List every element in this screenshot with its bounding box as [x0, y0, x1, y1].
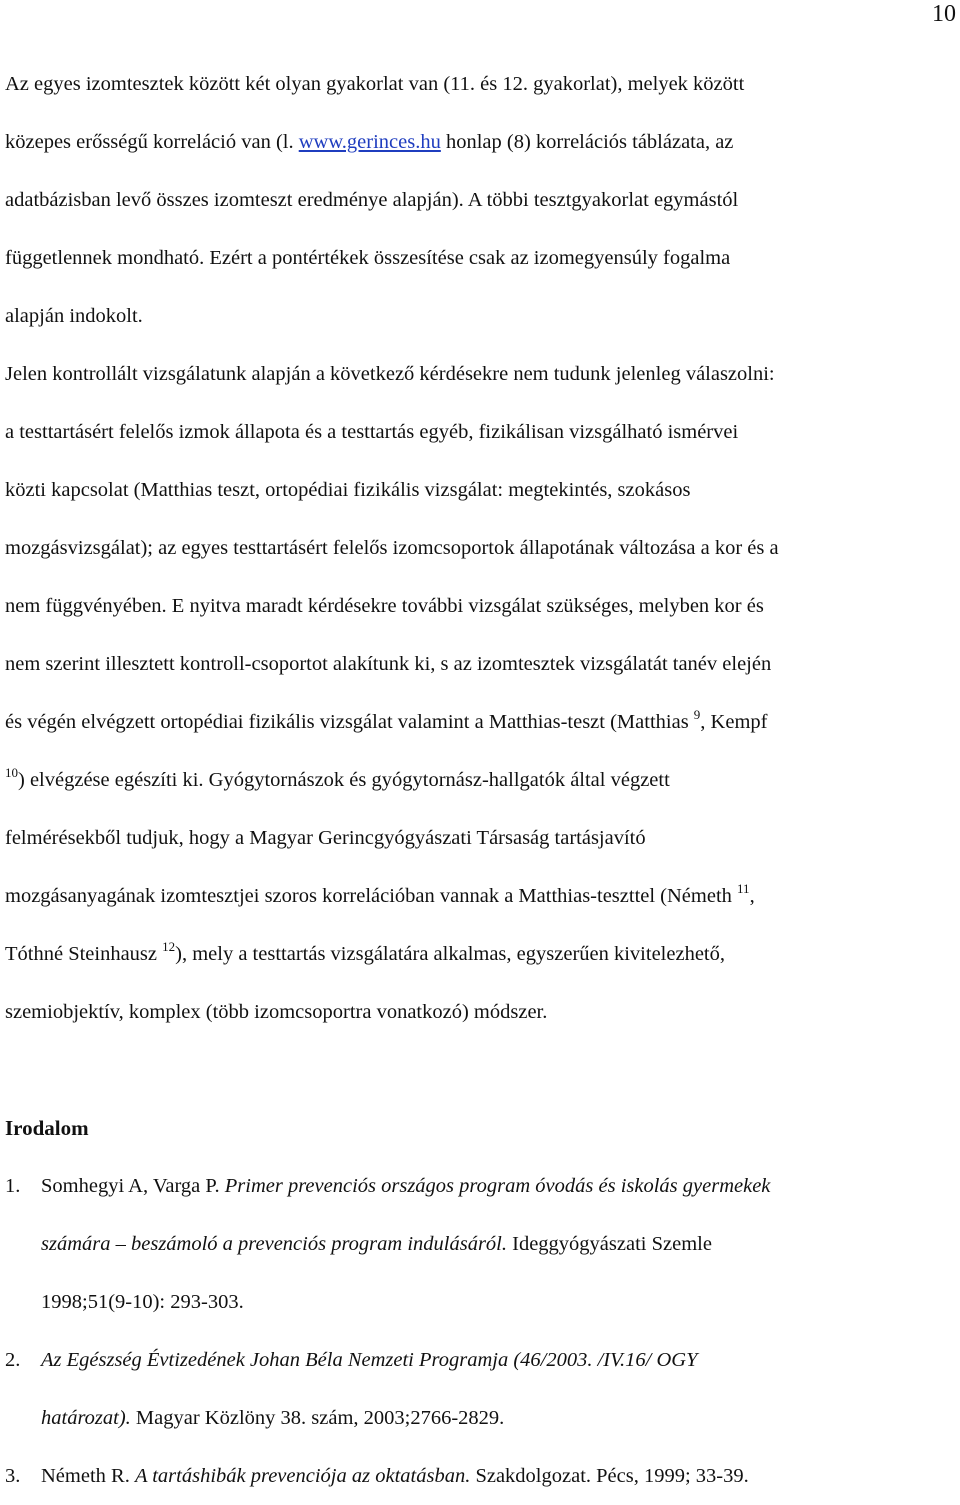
text-line: függetlennek mondható. Ezért a pontértékek összesítése csak az izomegyensúly fogalma	[5, 247, 731, 269]
text-line: mozgásvizsgálat); az egyes testtartásért felelős izomcsoportok állapotának változása a kor és a	[5, 537, 779, 559]
text-segment: ) elvégzése egészíti ki. Gyógytornászok és gyógytornász-hallgatók által végzett	[18, 769, 670, 791]
text-line	[41, 1389, 957, 1447]
text-segment: , Kempf	[700, 711, 768, 733]
paragraph-open-questions	[5, 345, 957, 1041]
document-body	[5, 55, 957, 1505]
reference-item-2	[5, 1331, 957, 1447]
paragraph-correlation	[5, 55, 957, 345]
text-line	[41, 1331, 957, 1389]
text-line	[41, 1215, 957, 1273]
reference-item-1	[5, 1157, 957, 1331]
citation-superscript: 9	[693, 707, 701, 722]
text-line	[5, 113, 957, 171]
text-segment: honlap (8) korrelációs táblázata, az	[440, 131, 734, 153]
reference-title: számára – beszámoló a prevenciós program indulásáról.	[41, 1233, 507, 1255]
reference-title: határozat).	[41, 1407, 131, 1429]
citation-superscript: 10	[5, 765, 18, 780]
text-segment: ,	[749, 885, 755, 907]
references-section	[5, 1099, 957, 1505]
text-line: nem szerint illesztett kontroll-csoportot alakítunk ki, s az izomtesztek vizsgálatát tanév elején	[5, 653, 772, 675]
text-line: a testtartásért felelős izmok állapota és a testtartás egyéb, fizikálisan vizsgálható ismérvei	[5, 421, 739, 443]
reference-number: 1.	[5, 1175, 21, 1197]
reference-citation: 1998;51(9-10): 293-303.	[41, 1291, 244, 1313]
gerinces-link[interactable]: www.gerinces.hu	[298, 131, 441, 153]
text-line: alapján indokolt.	[5, 305, 143, 327]
page-number: 10	[932, 1, 956, 27]
reference-authors: Németh R.	[41, 1465, 135, 1487]
text-line: Jelen kontrollált vizsgálatunk alapján a következő kérdésekre nem tudunk jelenleg válaszolni:	[5, 363, 775, 385]
reference-authors: Somhegyi A, Varga P.	[41, 1175, 225, 1197]
text-line: adatbázisban levő összes izomteszt eredménye alapján). A többi tesztgyakorlat egymástól	[5, 189, 739, 211]
citation-superscript: 11	[737, 881, 750, 896]
reference-title: A tartáshibák prevenciója az oktatásban.	[134, 1465, 471, 1487]
text-segment: és végén elvégzett ortopédiai fizikális vizsgálat valamint a Matthias-teszt (Matthias	[5, 711, 694, 733]
text-line	[5, 751, 957, 809]
text-segment: mozgásanyagának izomtesztjei szoros korrelációban vannak a Matthias-teszttel (Németh	[5, 885, 738, 907]
reference-journal: Ideggyógyászati Szemle	[507, 1233, 712, 1255]
text-line	[41, 1447, 957, 1505]
reference-journal: Magyar Közlöny 38. szám, 2003;2766-2829.	[130, 1407, 505, 1429]
text-line: nem függvényében. E nyitva maradt kérdésekre további vizsgálat szükséges, melyben kor és	[5, 595, 764, 617]
text-line: Az egyes izomtesztek között két olyan gyakorlat van (11. és 12. gyakorlat), melyek között	[5, 73, 745, 95]
citation-superscript: 12	[162, 939, 176, 954]
text-segment: ), mely a testtartás vizsgálatára alkalmas, egyszerűen kivitelezhető,	[175, 943, 725, 965]
reference-item-3	[5, 1447, 957, 1505]
text-line	[5, 867, 957, 925]
text-line	[5, 693, 957, 751]
text-line	[41, 1157, 957, 1215]
reference-number: 3.	[5, 1465, 21, 1487]
reference-journal: Szakdolgozat. Pécs, 1999; 33-39.	[470, 1465, 749, 1487]
references-heading: Irodalom	[5, 1116, 89, 1140]
text-segment: Tóthné Steinhausz	[5, 943, 163, 965]
text-segment: közepes erősségű korreláció van (l.	[5, 131, 299, 153]
reference-title: Az Egészség Évtizedének Johan Béla Nemzeti Programja (46/2003. /IV.16/ OGY	[41, 1349, 698, 1371]
reference-title: Primer prevenciós országos program óvodás és iskolás gyermekek	[224, 1175, 771, 1197]
text-line: közti kapcsolat (Matthias teszt, ortopédiai fizikális vizsgálat: megtekintés, szokásos	[5, 479, 691, 501]
text-line: szemiobjektív, komplex (több izomcsoportra vonatkozó) módszer.	[5, 1001, 548, 1023]
reference-number: 2.	[5, 1349, 21, 1371]
text-line: felmérésekből tudjuk, hogy a Magyar Gerincgyógyászati Társaság tartásjavító	[5, 827, 646, 849]
text-line	[5, 925, 957, 983]
